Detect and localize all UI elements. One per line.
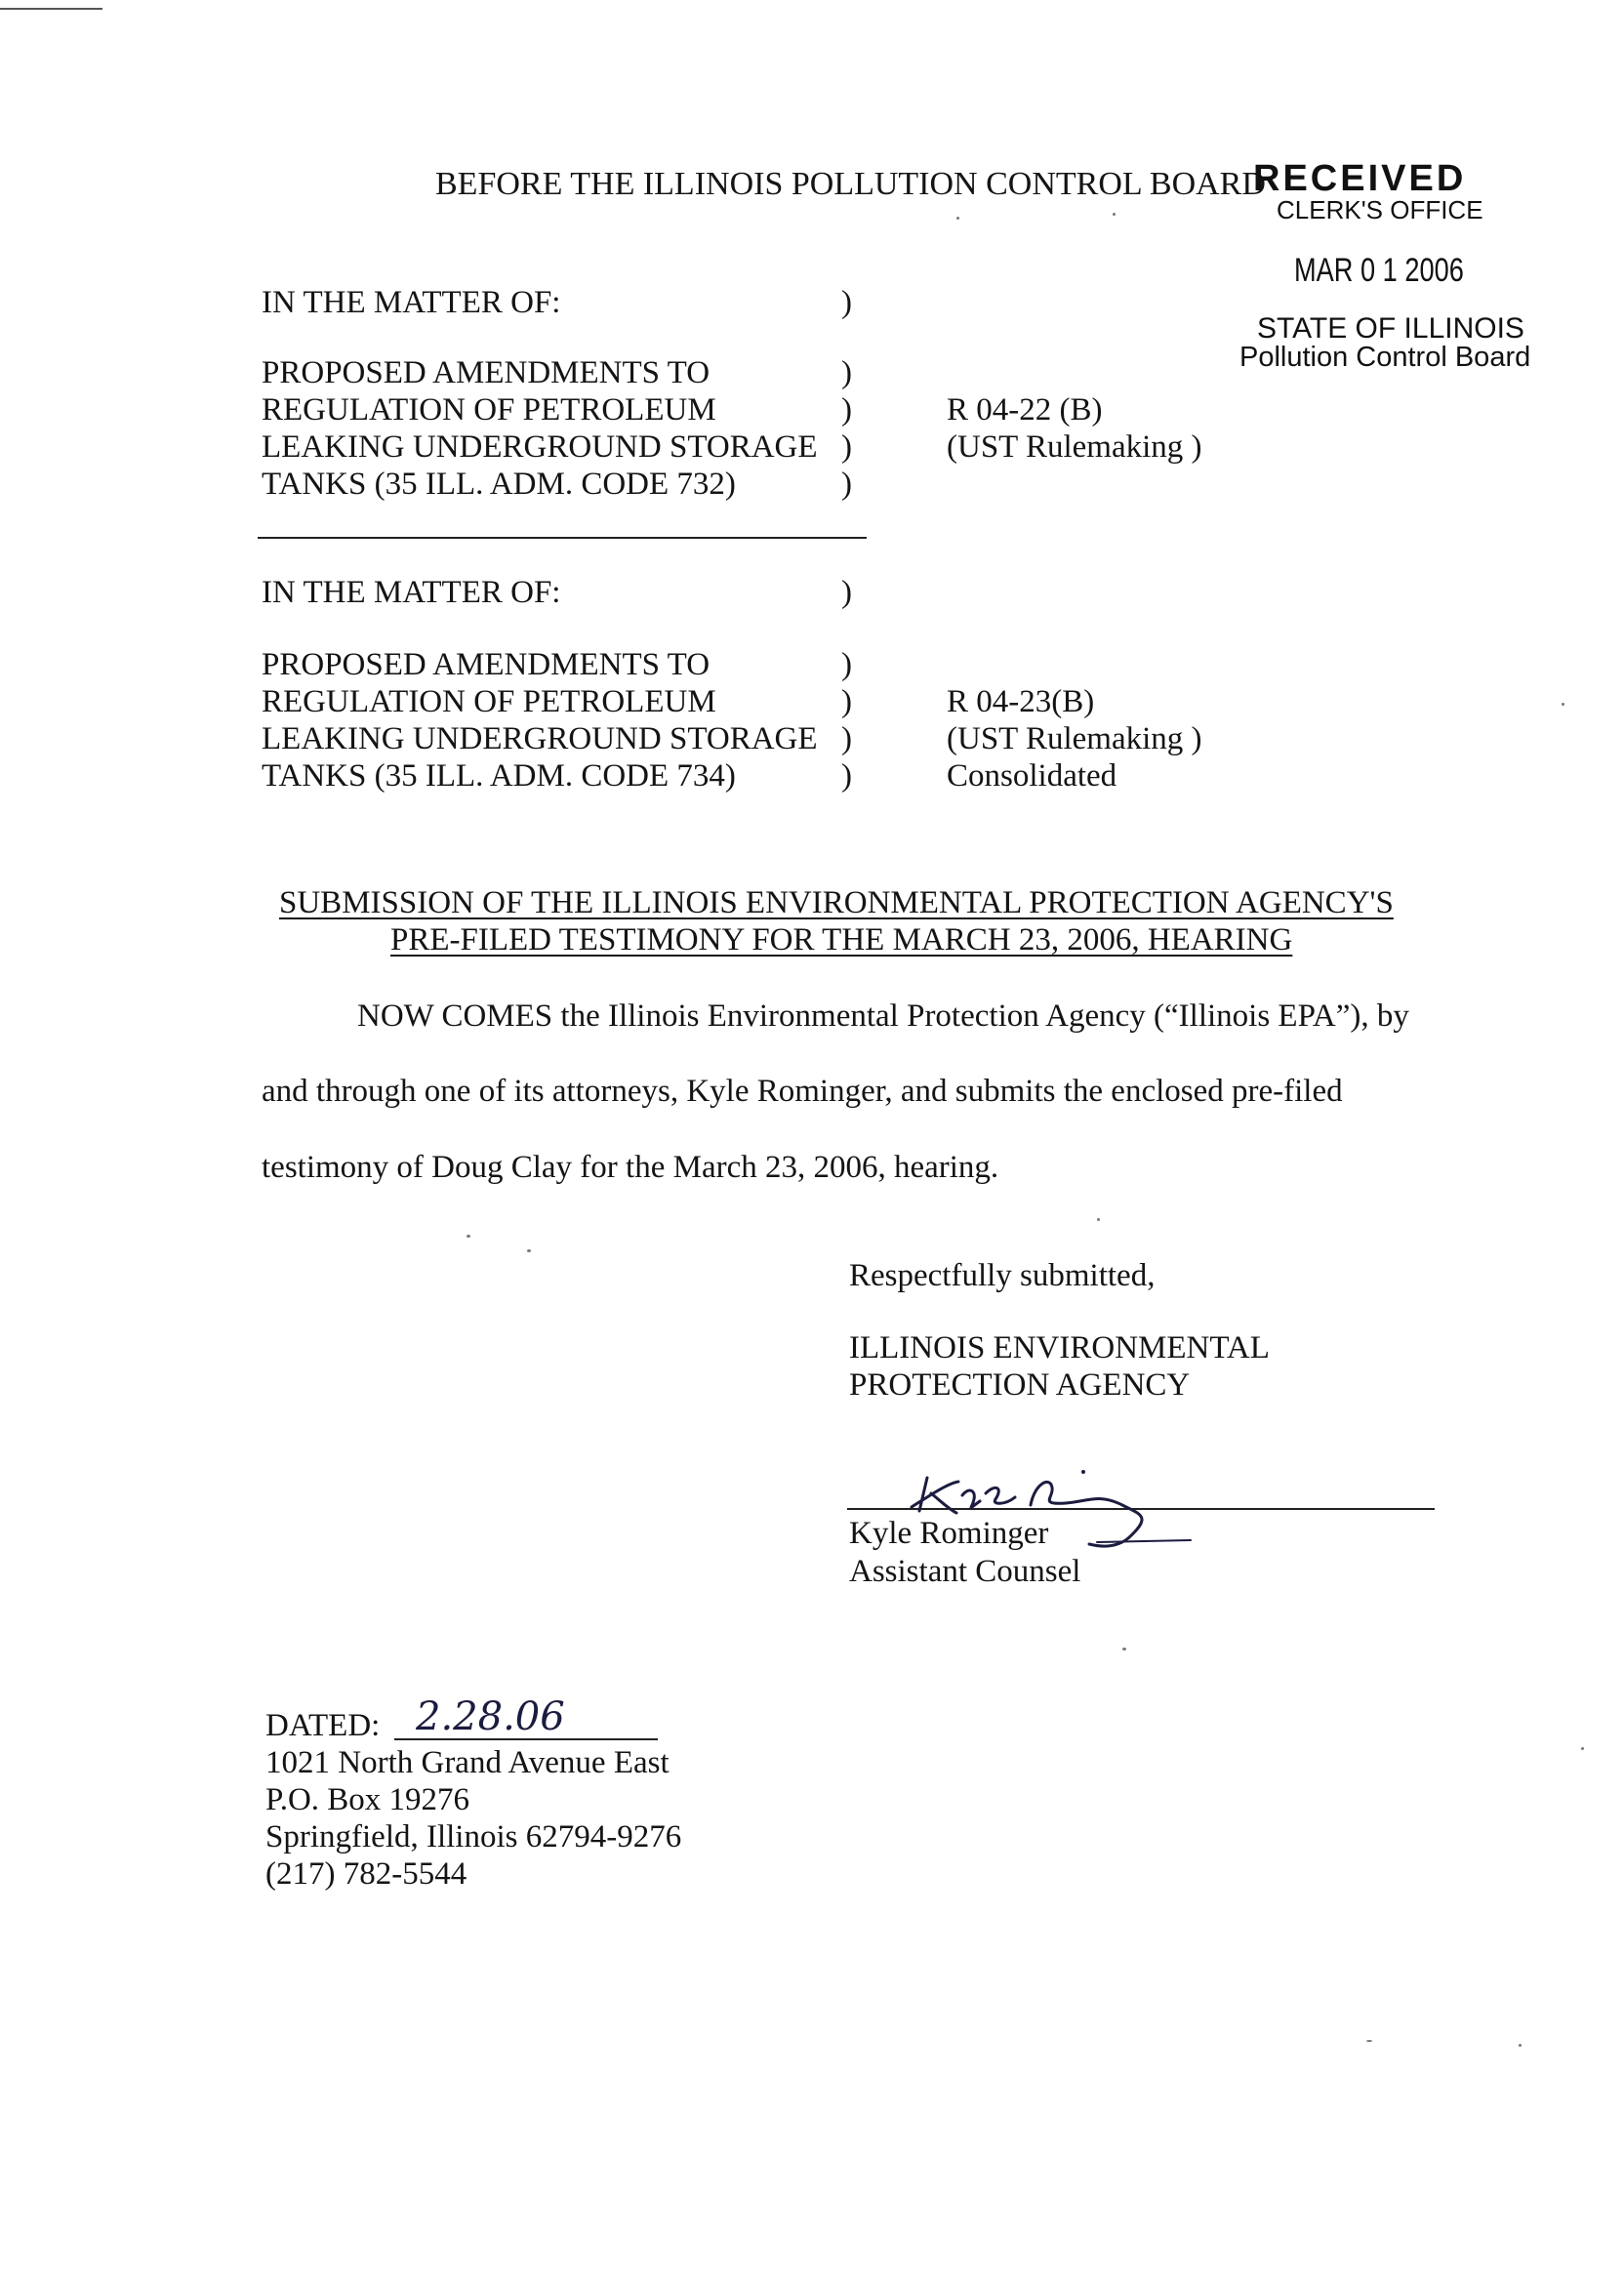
closing-agency-line-2: PROTECTION AGENCY — [849, 1367, 1191, 1403]
scan-speck — [1581, 1747, 1584, 1750]
docket-number: R 04-23(B) — [947, 684, 1095, 719]
handwritten-date — [410, 1689, 644, 1741]
matter-line: PROPOSED AMENDMENTS TO — [262, 647, 710, 682]
document-title-line-2: PRE-FILED TESTIMONY FOR THE MARCH 23, 2006, HEARING — [390, 922, 1293, 958]
docket-number: R 04-22 (B) — [947, 392, 1103, 428]
paren: ) — [841, 721, 852, 756]
scan-speck — [1519, 2044, 1522, 2047]
paren: ) — [841, 285, 852, 320]
docket-note: Consolidated — [947, 758, 1117, 794]
stamp-state: STATE OF ILLINOIS — [1257, 312, 1524, 345]
address-line-2: P.O. Box 19276 — [265, 1782, 470, 1817]
matter-intro: IN THE MATTER OF: — [262, 575, 561, 610]
matter-line: REGULATION OF PETROLEUM — [262, 392, 716, 428]
body-line-3: testimony of Doug Clay for the March 23, 2006, hearing. — [262, 1150, 999, 1185]
scan-speck — [1366, 2040, 1372, 2042]
matter-line: PROPOSED AMENDMENTS TO — [262, 355, 710, 390]
closing-respectfully: Respectfully submitted, — [849, 1258, 1156, 1293]
address-line-3: Springfield, Illinois 62794-9276 — [265, 1819, 682, 1854]
paren: ) — [841, 758, 852, 794]
stamp-clerks-office: CLERK'S OFFICE — [1277, 195, 1483, 224]
scan-speck — [956, 217, 959, 220]
board-heading: BEFORE THE ILLINOIS POLLUTION CONTROL BOARD — [435, 166, 1266, 202]
caption-divider — [258, 537, 867, 539]
paren: ) — [841, 684, 852, 719]
svg-text:2.28.06: 2.28.06 — [416, 1694, 565, 1739]
scan-speck — [1113, 213, 1116, 216]
stamp-board: Pollution Control Board — [1239, 342, 1531, 373]
scan-speck — [467, 1235, 470, 1238]
dated-label: DATED: — [265, 1708, 381, 1743]
matter-line: LEAKING UNDERGROUND STORAGE — [262, 721, 818, 756]
paren: ) — [841, 429, 852, 465]
matter-line: LEAKING UNDERGROUND STORAGE — [262, 429, 818, 465]
scan-mark — [0, 8, 102, 10]
scan-speck — [1562, 703, 1564, 706]
stamp-date: MAR 0 1 2006 — [1294, 252, 1464, 289]
matter-line: TANKS (35 ILL. ADM. CODE 732) — [262, 467, 736, 502]
body-line-1: NOW COMES the Illinois Environmental Protection Agency (“Illinois EPA”), by — [357, 998, 1409, 1034]
stamp-received: RECEIVED — [1253, 158, 1467, 199]
matter-line: TANKS (35 ILL. ADM. CODE 734) — [262, 758, 736, 794]
closing-agency-line-1: ILLINOIS ENVIRONMENTAL — [849, 1330, 1270, 1365]
paren: ) — [841, 467, 852, 502]
document-title-line-1: SUBMISSION OF THE ILLINOIS ENVIRONMENTAL PROTECTION AGENCY'S — [279, 885, 1394, 920]
docket-type: (UST Rulemaking ) — [947, 721, 1202, 756]
body-line-2: and through one of its attorneys, Kyle Rominger, and submits the enclosed pre-filed — [262, 1074, 1343, 1109]
scan-speck — [1097, 1218, 1100, 1221]
paren: ) — [841, 647, 852, 682]
address-line-1: 1021 North Grand Avenue East — [265, 1745, 670, 1780]
paren: ) — [841, 392, 852, 428]
matter-intro: IN THE MATTER OF: — [262, 285, 561, 320]
phone-number: (217) 782-5544 — [265, 1856, 467, 1892]
scan-speck — [1122, 1648, 1126, 1650]
scan-speck — [527, 1249, 531, 1252]
matter-line: REGULATION OF PETROLEUM — [262, 684, 716, 719]
paren: ) — [841, 355, 852, 390]
signatory-name: Kyle Rominger — [849, 1516, 1049, 1551]
docket-type: (UST Rulemaking ) — [947, 429, 1202, 465]
paren: ) — [841, 575, 852, 610]
signatory-position: Assistant Counsel — [849, 1554, 1081, 1589]
